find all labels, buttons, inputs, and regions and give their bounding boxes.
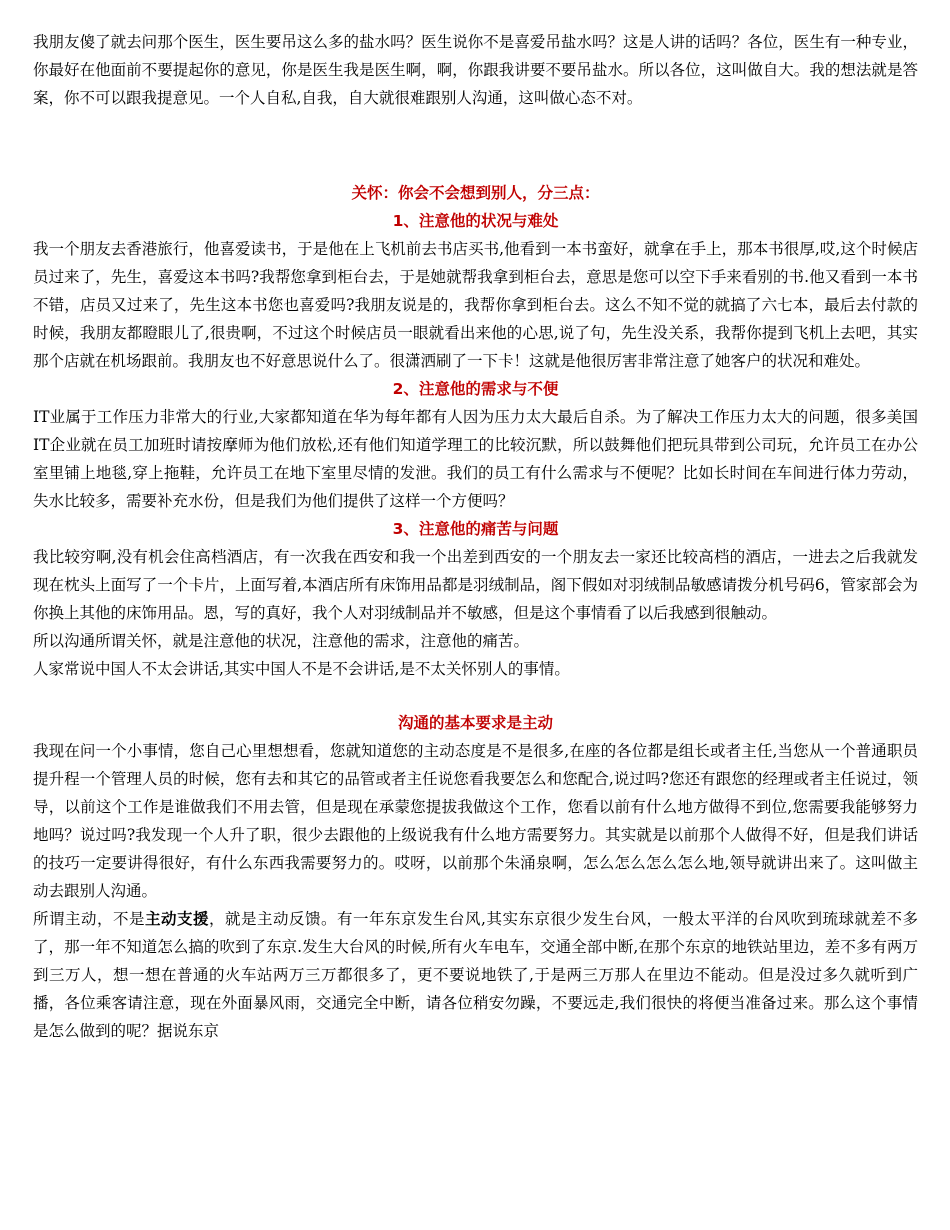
care-section-2-title: 2、注意他的需求与不便	[392, 380, 559, 398]
care-section-1-title: 1、注意他的状况与难处	[392, 212, 559, 230]
care-section-3-text: 我比较穷啊,没有机会住高档酒店，有一次我在西安和我一个出差到西安的一个朋友去一家还比较高档的酒店，一进去之后我就发现在枕头上面写了一个卡片，上面写着,本酒店所有床饰用品都是羽绒制品，阁下假如对羽绒制品敏感请拨分机号码6，管家部会为你换上其他的床饰用品。恩，写的真好，我个人对羽绒制品并不敏感，但是这个事情看了以后我感到很触动。	[33, 548, 918, 622]
document-page	[33, 28, 918, 1045]
proactive-heading: 沟通的基本要求是主动	[397, 714, 553, 732]
intro-paragraph: 我朋友傻了就去问那个医生，医生要吊这么多的盐水吗？医生说你不是喜爱吊盐水吗？这是人讲的话吗？各位，医生有一种专业，你最好在他面前不要提起你的意见，你是医生我是医生啊，啊，你跟我讲要不要吊盐水。所以各位，这叫做自大。我的想法就是答案，你不可以跟我提意见。一个人自私,自我，自大就很难跟别人沟通，这叫做心态不对。	[33, 33, 918, 107]
care-section-1-text: 我一个朋友去香港旅行，他喜爱读书，于是他在上飞机前去书店买书,他看到一本书蛮好，就拿在手上，那本书很厚,哎,这个时候店员过来了，先生，喜爱这本书吗?我帮您拿到柜台去，于是她就帮我拿到柜台去，意思是您可以空下手来看别的书.他又看到一本书不错，店员又过来了，先生这本书您也喜爱吗?我朋友说是的，我帮你拿到柜台去。这么不知不觉的就搞了六七本，最后去付款的时候，我朋友都瞪眼儿了,很贵啊，不过这个时候店员一眼就看出来他的心思,说了句，先生没关系，我帮你提到飞机上去吧，其实那个店就在机场跟前。我朋友也不好意思说什么了。很潇洒刷了一下卡！这就是他很厉害非常注意了她客户的状况和难处。	[33, 240, 918, 370]
proactive-p2-bold: 主动支援	[145, 909, 210, 928]
spacer	[33, 683, 918, 709]
spacer	[33, 112, 918, 179]
proactive-paragraph-1: 我现在问一个小事情，您自己心里想想看，您就知道您的主动态度是不是很多,在座的各位都是组长或者主任,当您从一个普通职员提升程一个管理人员的时候，您有去和其它的品管或者主任说您看我要怎么和您配合,说过吗?您还有跟您的经理或者主任说过，领导，以前这个工作是谁做我们不用去管，但是现在承蒙您提拔我做这个工作，您看以前有什么地方做得不到位,您需要我能够努力地吗？说过吗?我发现一个人升了职，很少去跟他的上级说我有什么地方需要努力。其实就是以前那个人做得不好，但是我们讲话的技巧一定要讲得很好，有什么东西我需要努力的。哎呀，以前那个朱涌泉啊，怎么怎么怎么怎么地,领导就讲出来了。这叫做主动去跟别人沟通。	[33, 742, 918, 900]
care-heading: 关怀：你会不会想到别人，分三点：	[351, 184, 600, 202]
proactive-p2-post: ，就是主动反馈。有一年东京发生台风,其实东京很少发生台风，一般太平洋的台风吹到琉球就差不多了，那一年不知道怎么搞的吹到了东京.发生大台风的时候,所有火车电车，交通全部中断,在那个东京的地铁站里边，差不多有两万到三万人，想一想在普通的火车站两万三万都很多了，更不要说地铁了,于是两三万那人在里边不能动。但是没过多久就听到广播，各位乘客请注意，现在外面暴风雨，交通完全中断，请各位稍安勿躁，不要远走,我们很快的将便当准备过来。那么这个事情是怎么做到的呢？据说东京	[33, 910, 918, 1040]
care-summary-2: 人家常说中国人不太会讲话,其实中国人不是不会讲话,是不太关怀别人的事情。	[33, 660, 570, 678]
care-section-2-text: IT业属于工作压力非常大的行业,大家都知道在华为每年都有人因为压力太大最后自杀。为了解决工作压力太大的问题，很多美国IT企业就在员工加班时请按摩师为他们放松,还有他们知道学理工的比较沉默，所以鼓舞他们把玩具带到公司玩，允许员工在办公室里铺上地毯,穿上拖鞋，允许员工在地下室里尽情的发泄。我们的员工有什么需求与不便呢？比如长时间在车间进行体力劳动，失水比较多，需要补充水份，但是我们为他们提供了这样一个方便吗？	[33, 408, 918, 510]
proactive-p2-pre: 所谓主动，不是	[33, 910, 146, 928]
proactive-paragraph-2	[33, 905, 918, 1045]
care-summary-1: 所以沟通所谓关怀，就是注意他的状况，注意他的需求，注意他的痛苦。	[33, 632, 530, 650]
care-section-3-title: 3、注意他的痛苦与问题	[392, 520, 559, 538]
